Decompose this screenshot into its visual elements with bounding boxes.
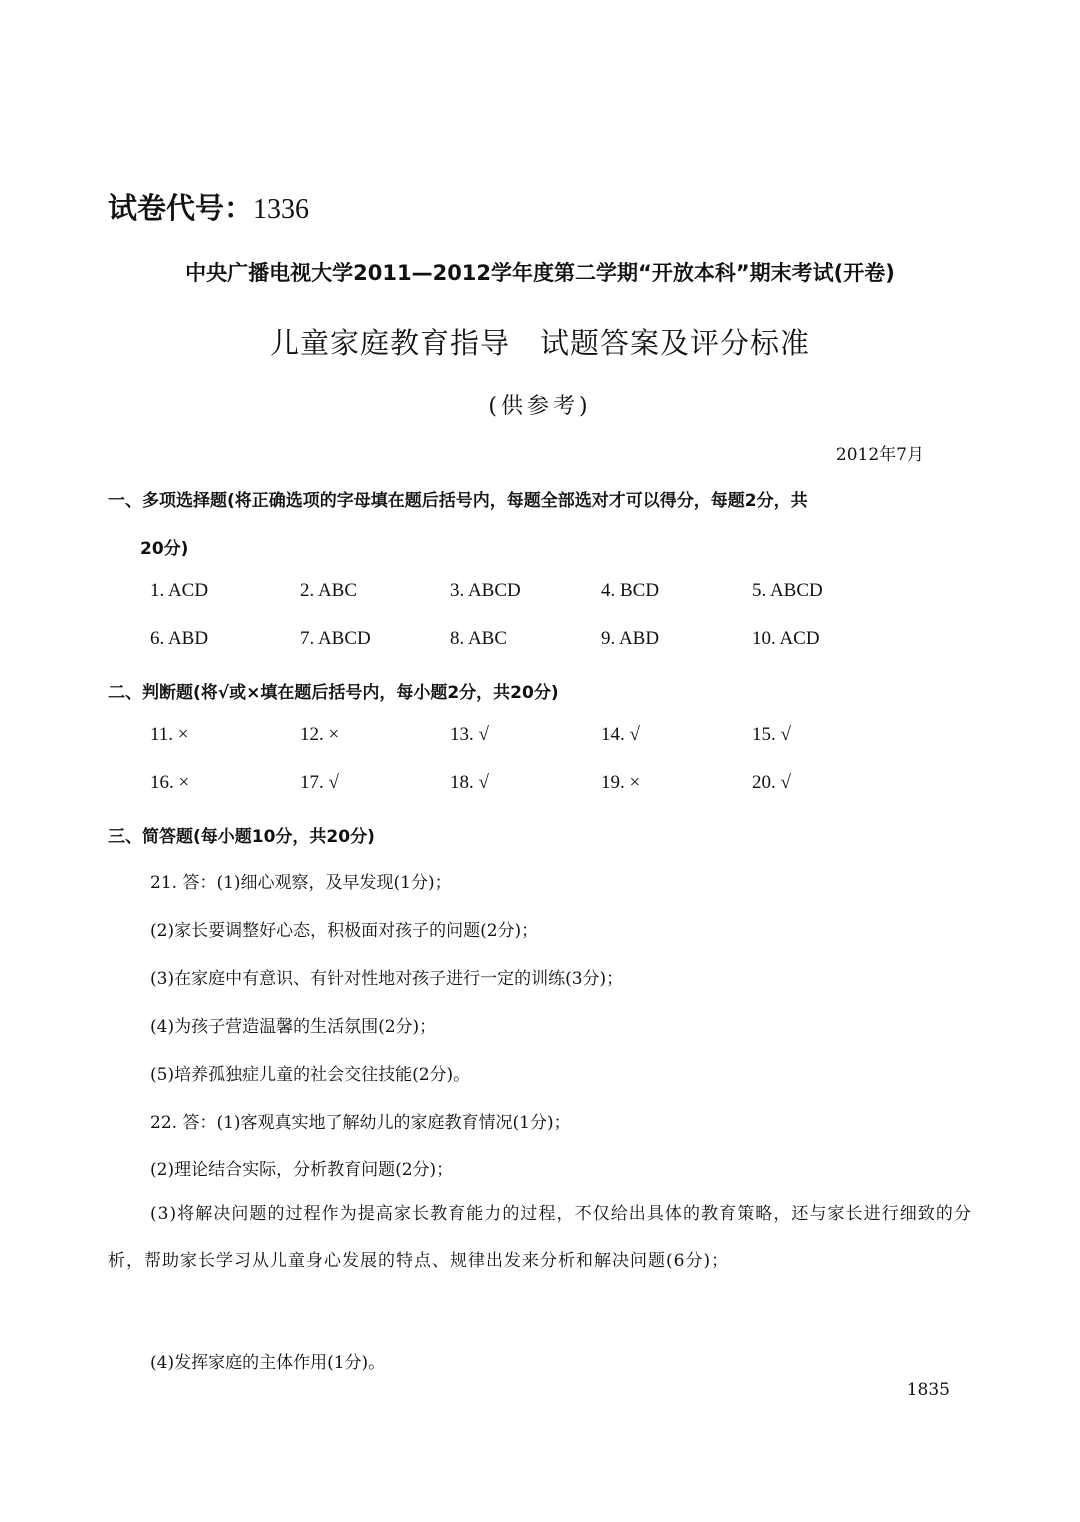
q22-line: 22. 答：(1)客观真实地了解幼儿的家庭教育情况(1分)； (150, 1113, 571, 1133)
page-title: 儿童家庭教育指导 试题答案及评分标准 (269, 326, 810, 360)
answer-cell: 3. ABCD (450, 580, 521, 601)
q21-line: (4)为孩子营造温馨的生活氛围(2分)； (150, 1017, 437, 1037)
answer-cell: 12. × (300, 724, 340, 745)
answer-cell: 5. ABCD (752, 580, 823, 601)
section1-answer-row (150, 628, 950, 658)
q21-line: (2)家长要调整好心态，积极面对孩子的问题(2分)； (150, 921, 539, 941)
q22-paragraph: (3)将解决问题的过程作为提高家长教育能力的过程，不仅给出具体的教育策略，还与家长进行细致的分析，帮助家长学习从儿童身心发展的特点、规律出发来分析和解决问题(6分)； (108, 1204, 972, 1271)
q22-line: (2)理论结合实际，分析教育问题(2分)； (150, 1160, 454, 1180)
exam-header: 中央广播电视大学2011—2012学年度第二学期“开放本科”期末考试(开卷) (185, 261, 895, 285)
section2-heading: 二、判断题(将√或×填在题后括号内，每小题2分，共20分) (108, 683, 559, 703)
exam-date: 2012年7月 (835, 445, 924, 465)
paper-code (108, 186, 309, 227)
answer-cell: 8. ABC (450, 628, 508, 649)
section2-answer-row (150, 724, 950, 754)
paper-code-label: 试卷代号： (108, 191, 254, 225)
answer-cell: 6. ABD (150, 628, 209, 649)
answer-cell: 2. ABC (300, 580, 358, 601)
section3-heading: 三、简答题(每小题10分，共20分) (108, 827, 375, 847)
answer-cell: 20. √ (752, 772, 791, 793)
answer-cell: 18. √ (450, 772, 489, 793)
answer-cell: 16. × (150, 772, 190, 793)
section1-heading-cont: 20分) (140, 539, 189, 559)
q21-line: (5)培养孤独症儿童的社会交往技能(2分)。 (150, 1065, 471, 1085)
q22-line: (4)发挥家庭的主体作用(1分)。 (150, 1353, 386, 1373)
paper-code-value: 1336 (253, 194, 310, 225)
answer-cell: 10. ACD (752, 628, 820, 649)
answer-cell: 4. BCD (601, 580, 660, 601)
page-subtitle: (供参考) (488, 394, 592, 419)
answer-cell: 14. √ (601, 724, 640, 745)
answer-cell: 9. ABD (601, 628, 660, 649)
answer-cell: 19. × (601, 772, 641, 793)
section1-heading: 一、多项选择题(将正确选项的字母填在题后括号内，每题全部选对才可以得分，每题2分，共 (108, 491, 808, 511)
section2-answer-row (150, 772, 950, 802)
q21-line: 21. 答：(1)细心观察，及早发现(1分)； (150, 873, 452, 893)
answer-cell: 7. ABCD (300, 628, 371, 649)
answer-cell: 11. × (150, 724, 189, 745)
q21-line: (3)在家庭中有意识、有针对性地对孩子进行一定的训练(3分)； (150, 969, 624, 989)
answer-cell: 17. √ (300, 772, 339, 793)
page-number: 1835 (906, 1380, 950, 1400)
answer-cell: 13. √ (450, 724, 489, 745)
section1-answer-row (150, 580, 950, 610)
answer-cell: 1. ACD (150, 580, 209, 601)
answer-cell: 15. √ (752, 724, 791, 745)
